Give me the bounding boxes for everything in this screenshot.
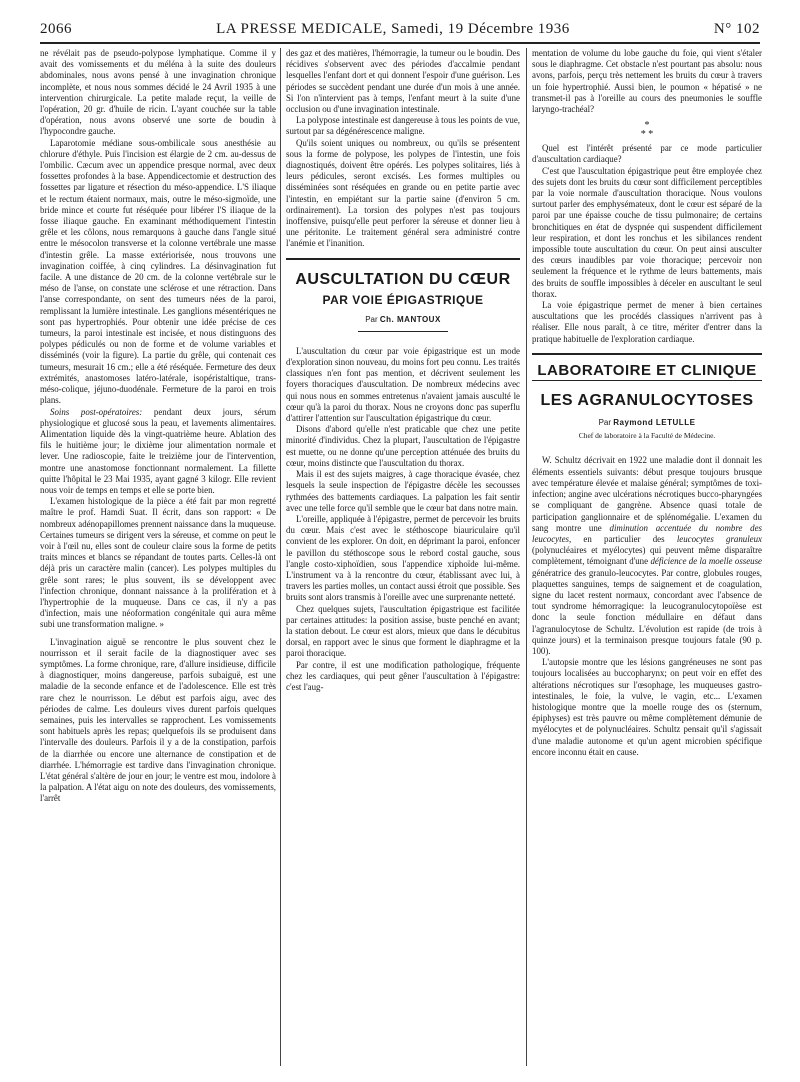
paragraph-text: (polynucléaires et myélocytes) qui peuvent même disparaître complètement, témoignant d'une [532, 545, 762, 567]
paragraph: Laparotomie médiane sous-ombilicale sous anesthésie au chlorure d'éthyle. Puis l'incision est élargie de 2 cm. au-dessus de l'ombilic. Cæcum avec un appendice presque normal, avec deux fossettes profondes à la base. Appendicectomie et destruction des fossettes par ligature et résection du méso-appendice. L'S iliaque et le rectum étaient normaux, mais, outre le méso-sigmoïde, une bride mince et courte fut réséquée pour libérer l'S iliaque de la fosse iliaque gauche. En examinant méthodiquement l'intestin grêle et les côlons, nous remarquons à gauche dans l'angle situé entre le mésocolon transverse et la colonne vertébrale une masse d'intestin grêle. La masse extériorisée, nous trouvons une invagination coiffée, à cinq cylindres. La désinvagination fut facile. A une distance de 20 cm. de la colonne vertébrale sur le méso de l'anse, on constate une sclérose et une rétraction. Dans l'anse correspondante, on sent des tumeurs nées de la paroi, remplissant la lumière intestinale. Les ganglions mésentériques ne sont pas hypertrophiés. Pour obtenir une idée précise de ces tumeurs, la paroi intestinale est incisée, et nous distinguons des polypes pédiculés ou non de forme et de volume variables et disséminés (voir la figure). La partie du grêle, qui contenait ces tumeurs, mesurait 16 cm.; elle a été réséquée. Fermeture des deux extrémités, anastomoses latéro-latérale, isopéristaltique, trans-méso-colique, jéjuno-duodénale. Fermeture de la paroi en trois plans. [40, 137, 276, 406]
star-bottom: * * [640, 129, 654, 141]
paragraph: L'examen histologique de la pièce a été fait par mon regretté maître le prof. Hamdi Suat. Il écrit, dans son rapport: « De nombreux adénopapillomes prennent naissance dans la muqueuse. Certaines tumeurs se dirigent vers la séreuse, et comme on peut le voir à l'œil nu, elles sont de couleur claire sous la forme de petits traits minces et blancs se répandant de toutes parts. Celles-là ont déjà pris un caractère malin (cancer). Les polypes multiples du grêle sont rares; le plus souvent, ils se développent avec l'infection chronique, donnant naissance à la prolifération et à l'hypertrophie de la muqueuse. Dans ce cas, il n'y a pas d'infection, mais une néoformation congénitale qui aura même subi une transformation maligne. » [40, 496, 276, 630]
article-byline [286, 314, 520, 325]
paragraph: La polypose intestinale est dangereuse à tous les points de vue, surtout par sa dégénérescence maligne. [286, 115, 520, 137]
column-left [40, 48, 276, 1070]
paragraph: L'invagination aiguë se rencontre le plus souvent chez le nourrisson et il serait facile de la diagnostiquer avec ses symptômes. La forme chronique, rare, d'allure insidieuse, difficile à diagnostiquer, moins dangereuse, parfois subaiguë, est une maladie de la seconde enfance et de l'adolescence. Elle est très rare chez le nourrisson. Le début est parfois aigu, avec des périodes de calme. Les douleurs vives durent parfois quelques semaines, puis les intervalles se rapprochent. Les vomissements sont habituels après les repas; quelquefois ils se produisent dans l'intervalle des douleurs. Parfois il y a de la constipation, parfois de la diarrhée ou encore une alternance de constipation et de diarrhée. L'hémorragie est tardive dans l'invagination chronique. L'état général s'altère de jour en jour; le ventre est mou, indolore à la palpation. A l'état aigu on note des douleurs, des vomissements, l'arrêt [40, 636, 276, 804]
section-break-stars [532, 121, 762, 139]
author-name: Raymond LETULLE [613, 418, 696, 428]
paragraph-text: en particulier des [571, 533, 677, 544]
paragraph: Qu'ils soient uniques ou nombreux, ou qu'ils se présentent sous la forme de polypose, les polypes de l'intestin, une fois diagnostiqués, doivent être opérés. Les polypes solitaires, liés à leurs pédicules, seront excisés. Les formes multiples ou disséminées sont réséquées en grande ou en petite partie avec l'intestin, en empiétant sur la partie saine (d'environ 5 cm. ordinairement). La torsion des polypes n'est pas toujours inoffensive, puisqu'elle peut perforer la séreuse et donner lieu à une péritonite. Le traitement général sera administré contre l'anémie et l'inanition. [286, 137, 520, 249]
byline-par: Par [365, 314, 378, 324]
page-header [40, 14, 760, 44]
paragraph-text: génératrice des granulo-leucocytes. Par contre, globules rouges, plaquettes sanguines, temps de saignement et de coagulation, signe du lacet restent normaux, concordant avec l'absence de tout syndrome hémorragique: la leucogranulocytopoïèse est donc la seule fonction médullaire en défaut dans l'agranulocytose de Schultz. L'évolution est rapide (de trois à quinze jours) et la terminaison presque toujours fatale (90 p. 100). [532, 567, 762, 656]
author-name: Ch. MANTOUX [379, 314, 441, 324]
article-separator [286, 258, 520, 260]
section-separator [532, 353, 762, 355]
italic-text: déficience de la moelle osseuse [650, 556, 762, 567]
italic-text: leucocytes granuleux [676, 533, 762, 544]
paragraph [40, 407, 276, 497]
title-rule [358, 331, 448, 332]
italic-lead: Soins post-opératoires: [50, 406, 143, 417]
author-affiliation: Chef de laboratoire à la Faculté de Médecine. [578, 431, 716, 441]
column-divider [526, 48, 527, 1066]
paragraph: ne révélait pas de pseudo-polypose lymphatique. Comme il y avait des vomissements et du méléna à la suite des douleurs abdominales, nous avons pensé à une invagination chronique incomplète, et nous nous sommes décidé le 24 Avril 1935 à une intervention chirurgicale. La petite malade reçut, la veille de l'opération, 20 gr. d'huile de ricin. L'ayant couchée sur la table d'opération, nous avons observé une sorte de boudin à l'hypocondre gauche. [40, 48, 276, 137]
star-top: * [644, 120, 650, 132]
paragraph: C'est que l'auscultation épigastrique peut être employée chez des sujets dont les bruits du cœur sont difficilement perceptibles par la voie normale d'auscultation thoracique. Nous voulons surtout parler des emphysémateux, dont le cœur est séparé de la paroi par une épaisse couche de tissu pulmonaire; de certains bronchitiques en état de dyspnée qui suspendent difficilement leur respiration, et dont les ronchus et les sibilances rendent impossible toute auscultation du cœur. On peut ainsi ausculter des cœurs inaudibles par voie thoracique; percevoir non seulement la fréquence et le rythme de leurs battements, mais des bruits de souffle impossibles à déceler en auscultant le seul thorax. [532, 165, 762, 299]
paragraph: Mais il est des sujets maigres, à cage thoracique évasée, chez lesquels la seule inspection de l'épigastre décèle les secousses rythmées des battements cardiaques. La palpation les fait sentir avec une telle force qu'il semble que le cœur bat dans notre main. [286, 469, 520, 513]
paragraph-text: pendant deux jours, sérum physiologique et glucosé sous la peau, et lavements alimentaires. Alimentation liquide dès la vingt-quatrième heure. Ablation des fils le huitième jour; le dixième jour alimentation normale et lever. Une radioscopie, faite le treizième jour de l'intervention, montre une anastomose fonctionnant normalement. La fillette quitte l'hôpital le 23 Mai 1935, ayant gagné 3 kilogr. Elle revient nous voir de temps en temps et elle se porte bien. [40, 406, 276, 495]
article-byline [532, 417, 762, 428]
article-columns [40, 48, 762, 1070]
article-title: AUSCULTATION DU CŒUR [295, 270, 511, 288]
paragraph-text: W. Schultz décrivait en 1922 une maladie dont il donnait les éléments essentiels suivants: début presque toujours brusque avec température élevée et malaise général; symptômes de toxi-infection; angine avec ulcérations nécrotiques bucco-pharyngées se compliquant de gangrène. Absence quasi totale de participation ganglionnaire et de splénomégalie. L'examen du sang montre une [532, 455, 762, 533]
paragraph: Chez quelques sujets, l'auscultation épigastrique est facilitée par certaines attitudes: la position assise, buste penché en avant; la station debout. Le cœur est alors, mieux que dans le décubitus dorsal, en rapport avec le sinus que forment le diaphragme et la paroi thoracique. [286, 603, 520, 659]
paragraph: La voie épigastrique permet de mener à bien certaines auscultations que les procédés classiques n'arrivent pas à réaliser. Elle nous paraît, à ce titre, mériter d'entrer dans la pratique habituelle de l'exploration cardiaque. [532, 300, 762, 344]
byline-par: Par [598, 418, 612, 428]
paragraph: des gaz et des matières, l'hémorragie, la tumeur ou le boudin. Des récidives s'observent avec des périodes d'accalmie pendant lesquelles l'enfant dort et qui donnent l'espoir d'une guérison. Les périodes se succèdent pendant une durée d'un mois à une année. Si l'on n'intervient pas à temps, l'enfant meurt à la suite d'une occlusion ou d'une invagination intestinale. [286, 48, 520, 115]
paragraph: L'auscultation du cœur par voie épigastrique est un mode d'exploration sinon nouveau, du moins fort peu connu. Les traités classiques n'en font pas mention, et décrivent seulement les foyers thoraciques d'auscultation. De nombreux médecins avec qui nous nous en sommes entretenus n'avaient jamais ausculté le cœur qu'à la paroi du thorax. Nous ne croyons donc pas superflu d'attirer l'attention sur l'auscultation épigastrique du cœur. [286, 345, 520, 424]
column-middle [286, 48, 520, 1070]
article-title: LES AGRANULOCYTOSES [540, 392, 754, 410]
article-subtitle: PAR VOIE ÉPIGASTRIQUE [322, 292, 484, 307]
page-number: 2066 [40, 21, 72, 37]
italic-text: diminution accentuée du nombre des leucocytes, [532, 522, 762, 544]
column-divider [280, 48, 281, 1066]
paragraph [532, 455, 762, 657]
paragraph: Disons d'abord qu'elle n'est praticable que chez une petite minorité d'individus. Chez la plupart, l'auscultation de l'épigastre est muette, ou ne donne qu'une perception atténuée des bruits du cœur, moins distincte que l'auscultation du thorax. [286, 424, 520, 468]
column-right [532, 48, 762, 1070]
paragraph: L'oreille, appliquée à l'épigastre, permet de percevoir les bruits du cœur. Mais c'est avec le stéthoscope biauriculaire qu'il convient de les explorer. On doit, en déprimant la paroi, enfoncer le pavillon du stéthoscope sous le rebord costal gauche, sous l'angle costo-xiphoïdien, sous l'appendice xiphoïde lui-même. L'instrument va à la rencontre du cœur, établissant avec lui, à travers les parties molles, un contact aussi étroit que possible. Ses bruits sont alors transmis à l'oreille avec une surprenante netteté. [286, 513, 520, 603]
section-separator-thin [532, 380, 762, 381]
paragraph: Quel est l'intérêt présenté par ce mode particulier d'auscultation cardiaque? [532, 143, 762, 165]
issue-number: N° 102 [713, 21, 760, 37]
paragraph: Par contre, il est une modification pathologique, fréquente chez les cardiaques, qui peut gêner l'auscultation à l'épigastre: c'est l'aug- [286, 659, 520, 692]
paragraph: L'autopsie montre que les lésions gangréneuses ne sont pas toujours localisées au buccopharynx; on peut voir en effet des altérations nécrotiques sur l'œsophage, les muqueuses gastro-intestinales, le foie, la vulve, le vagin, etc... L'examen histologique montre que la moelle rouge des os (sternum, épiphyses) est très pauvre ou même complètement démunie de myélocytes et de polynucléaires. Schultz pensait qu'il s'agissait d'une maladie autonome et qu'un agent microbien spécifique encore inconnu était en cause. [532, 657, 762, 757]
paragraph: mentation de volume du lobe gauche du foie, qui vient s'étaler sous le diaphragme. Cet obstacle n'est pourtant pas absolu: nous avons, parfois, perçu très nettement les bruits du cœur à travers un foie hypertrophié. Aussi bien, le poumon « hépatisé » ne transmet-il pas à l'oreille au cours des pneumonies le souffle laryngo-trachéal? [532, 48, 762, 115]
journal-title: LA PRESSE MEDICALE, Samedi, 19 Décembre 1936 [216, 21, 570, 37]
section-title: LABORATOIRE ET CLINIQUE [537, 361, 757, 379]
